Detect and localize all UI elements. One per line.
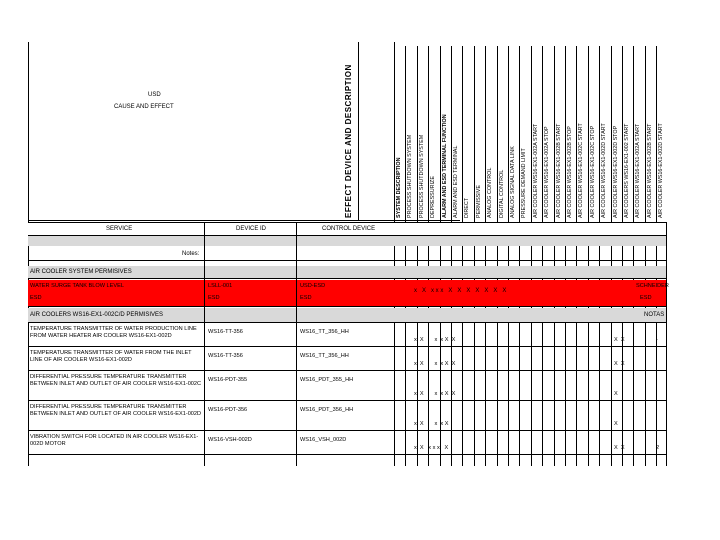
function-col-label: PRESSURE DEMAND LIMIT bbox=[521, 148, 528, 218]
row-service: DIFFERENTIAL PRESSURE TEMPERATURE TRANSMITTER bbox=[30, 374, 187, 380]
header-bottom-line bbox=[28, 220, 460, 221]
row-service-2: 002D MOTOR bbox=[30, 441, 66, 447]
title-usd: USD bbox=[148, 92, 161, 98]
table-row bbox=[28, 348, 666, 371]
red-row-note: SCHNEIDER bbox=[636, 283, 669, 289]
col-sep-1 bbox=[204, 222, 205, 466]
function-col-label: AIR COOLER WS16-EX1-002B START bbox=[555, 123, 562, 218]
row-device: WS16-TT-356 bbox=[208, 353, 243, 359]
function-col-label: AIR COOLER WS16-EX1-002B STOP bbox=[567, 126, 573, 218]
function-col-label: AIR COOLERS WS16-EX1-002 START bbox=[624, 123, 630, 218]
row-service: VIBRATION SWITCH FOR LOCATED IN AIR COOLER WS16-EX1- bbox=[30, 434, 199, 440]
row-note: 2 bbox=[656, 445, 660, 451]
row-end-marks: X bbox=[614, 391, 618, 397]
device-id-header: DEVICE ID bbox=[236, 226, 267, 232]
row-control: WS16_TT_356_HH bbox=[300, 353, 349, 359]
red-row-device: LSLL-001 bbox=[208, 283, 233, 289]
effect-device-label: EFFECT DEVICE AND DESCRIPTION bbox=[344, 64, 353, 218]
function-col-label: ALARM AND ESD TERMINAL FUNCTION bbox=[441, 114, 448, 218]
row-control: WS16_TT_356_HH bbox=[300, 329, 349, 335]
table-row bbox=[28, 402, 666, 431]
row-note: - bbox=[656, 337, 658, 343]
row-device: WS16-VSH-002D bbox=[208, 437, 252, 443]
function-col-label: DEPRESSURIZE bbox=[430, 176, 437, 218]
frame-right bbox=[666, 222, 667, 466]
row-end-marks: X X bbox=[614, 337, 625, 343]
row-service-2: FROM WATER HEATER AIR COOLER WS16-EX1-002D bbox=[30, 333, 172, 339]
row-marks: x X x x X X bbox=[414, 337, 456, 343]
row-service: DIFFERENTIAL PRESSURE TEMPERATURE TRANSMITTER bbox=[30, 404, 187, 410]
row-service-2: LINE OF AIR COOLER WS16-EX1-002D bbox=[30, 357, 132, 363]
row-end-marks: X X bbox=[614, 445, 625, 451]
table-row bbox=[28, 324, 666, 347]
red-row-control: USD-ESD bbox=[300, 283, 326, 289]
row-end-marks: X X bbox=[614, 361, 625, 367]
section2-title: AIR COOLERS WS16-EX1-002C/D PERMISIVES bbox=[30, 312, 164, 318]
row-service-2: BETWEEN INLET AND OUTLET OF AIR COOLER WS16-EX1-002D bbox=[30, 411, 202, 417]
cause-effect-sheet bbox=[28, 42, 669, 466]
function-col-label: PERMISSIVE bbox=[475, 185, 482, 218]
table-row bbox=[28, 372, 666, 401]
function-col-label: AIR COOLER WS16-EX1-002A START bbox=[635, 123, 642, 218]
row-service-2: BETWEEN INLET AND OUTLET OF AIR COOLER WS16-EX1-002C bbox=[30, 381, 202, 387]
function-col-label: PROCESS SHUTDOWN SYSTEM bbox=[418, 134, 425, 218]
table-row bbox=[28, 432, 666, 455]
function-col-label: DIGITAL CONTROL bbox=[498, 169, 505, 218]
function-col-label: AIR COOLER WS16-EX1-002D START bbox=[658, 123, 665, 218]
row-marks: x X x x x X bbox=[414, 445, 449, 451]
notes-label: Notes: bbox=[182, 251, 200, 257]
row-device: WS16-PDT-356 bbox=[208, 407, 248, 413]
grey-band bbox=[28, 236, 666, 246]
function-col-label: AIR COOLER WS16-EX1-002C STOP bbox=[589, 125, 596, 218]
red-row-service-2: ESD bbox=[30, 295, 42, 301]
row-control: WS16_PDT_355_HH bbox=[300, 377, 354, 383]
function-col-label: ANALOG CONTROL bbox=[487, 167, 494, 218]
control-device-header: CONTROL DEVICE bbox=[322, 226, 376, 232]
row-control: WS16_VSH_002D bbox=[300, 437, 347, 443]
red-row-service: WATER SURGE TANK BLOW LEVEL bbox=[30, 283, 124, 289]
row-device: WS16-TT-356 bbox=[208, 329, 243, 335]
red-row-control-2: ESD bbox=[300, 295, 312, 301]
column-header-row bbox=[28, 222, 666, 236]
red-row-note-2: ESD bbox=[640, 295, 652, 301]
function-col-label: AIR COOLER WS16-EX1-002C START bbox=[578, 123, 585, 218]
function-col-label: ALARM AND ESD TERMINAL bbox=[453, 145, 459, 218]
function-col-label: AIR COOLER WS16-EX1-002D STOP bbox=[612, 125, 619, 218]
section-system-permissives bbox=[28, 266, 666, 279]
function-col-label: AIR COOLER WS16-EX1-002B START bbox=[646, 123, 653, 218]
red-row-marks: x X x x x X X X X X X X bbox=[414, 288, 507, 294]
function-col-label: AIR COOLER WS16-EX1-002A START bbox=[532, 123, 539, 218]
row-device: WS16-PDT-355 bbox=[208, 377, 248, 383]
function-col-label: ANALOG SIGNAL DATA LINK bbox=[510, 146, 516, 218]
row-service: TEMPERATURE TRANSMITTER OF WATER PRODUCTION LINE bbox=[30, 326, 197, 332]
function-col-label: AIR COOLER WS16-EX1-002A STOP bbox=[544, 126, 551, 218]
row-marks: x X x x X X bbox=[414, 391, 456, 397]
function-col-label: DIRECT bbox=[464, 197, 471, 218]
row-service: TEMPERATURE TRANSMITTER OF WATER FROM THE INLET bbox=[30, 350, 192, 356]
row-marks: x X x x X bbox=[414, 421, 449, 427]
row-marks: x X x x X X bbox=[414, 361, 456, 367]
section-cd-permissives bbox=[28, 308, 666, 323]
section2-note: NOTAS bbox=[644, 312, 665, 318]
function-col-label: PROCESS SHUTDOWN SYSTEM bbox=[407, 134, 414, 218]
service-header: SERVICE bbox=[106, 226, 133, 232]
red-row-device-2: ESD bbox=[208, 295, 220, 301]
row-control: WS16_PDT_356_HH bbox=[300, 407, 354, 413]
title-cause-effect: CAUSE AND EFFECT bbox=[114, 104, 174, 110]
function-col-label: AIR COOLER WS16-EX1-002D START bbox=[601, 123, 608, 218]
notes-row bbox=[28, 248, 666, 261]
red-row bbox=[28, 280, 669, 307]
effect-label-line bbox=[358, 42, 359, 220]
row-end-marks: X bbox=[614, 421, 618, 427]
section1-title: AIR COOLER SYSTEM PERMISIVES bbox=[30, 269, 132, 275]
function-col-label: SYSTEM DESCRIPTION bbox=[396, 157, 402, 218]
col-sep-2 bbox=[296, 222, 297, 466]
